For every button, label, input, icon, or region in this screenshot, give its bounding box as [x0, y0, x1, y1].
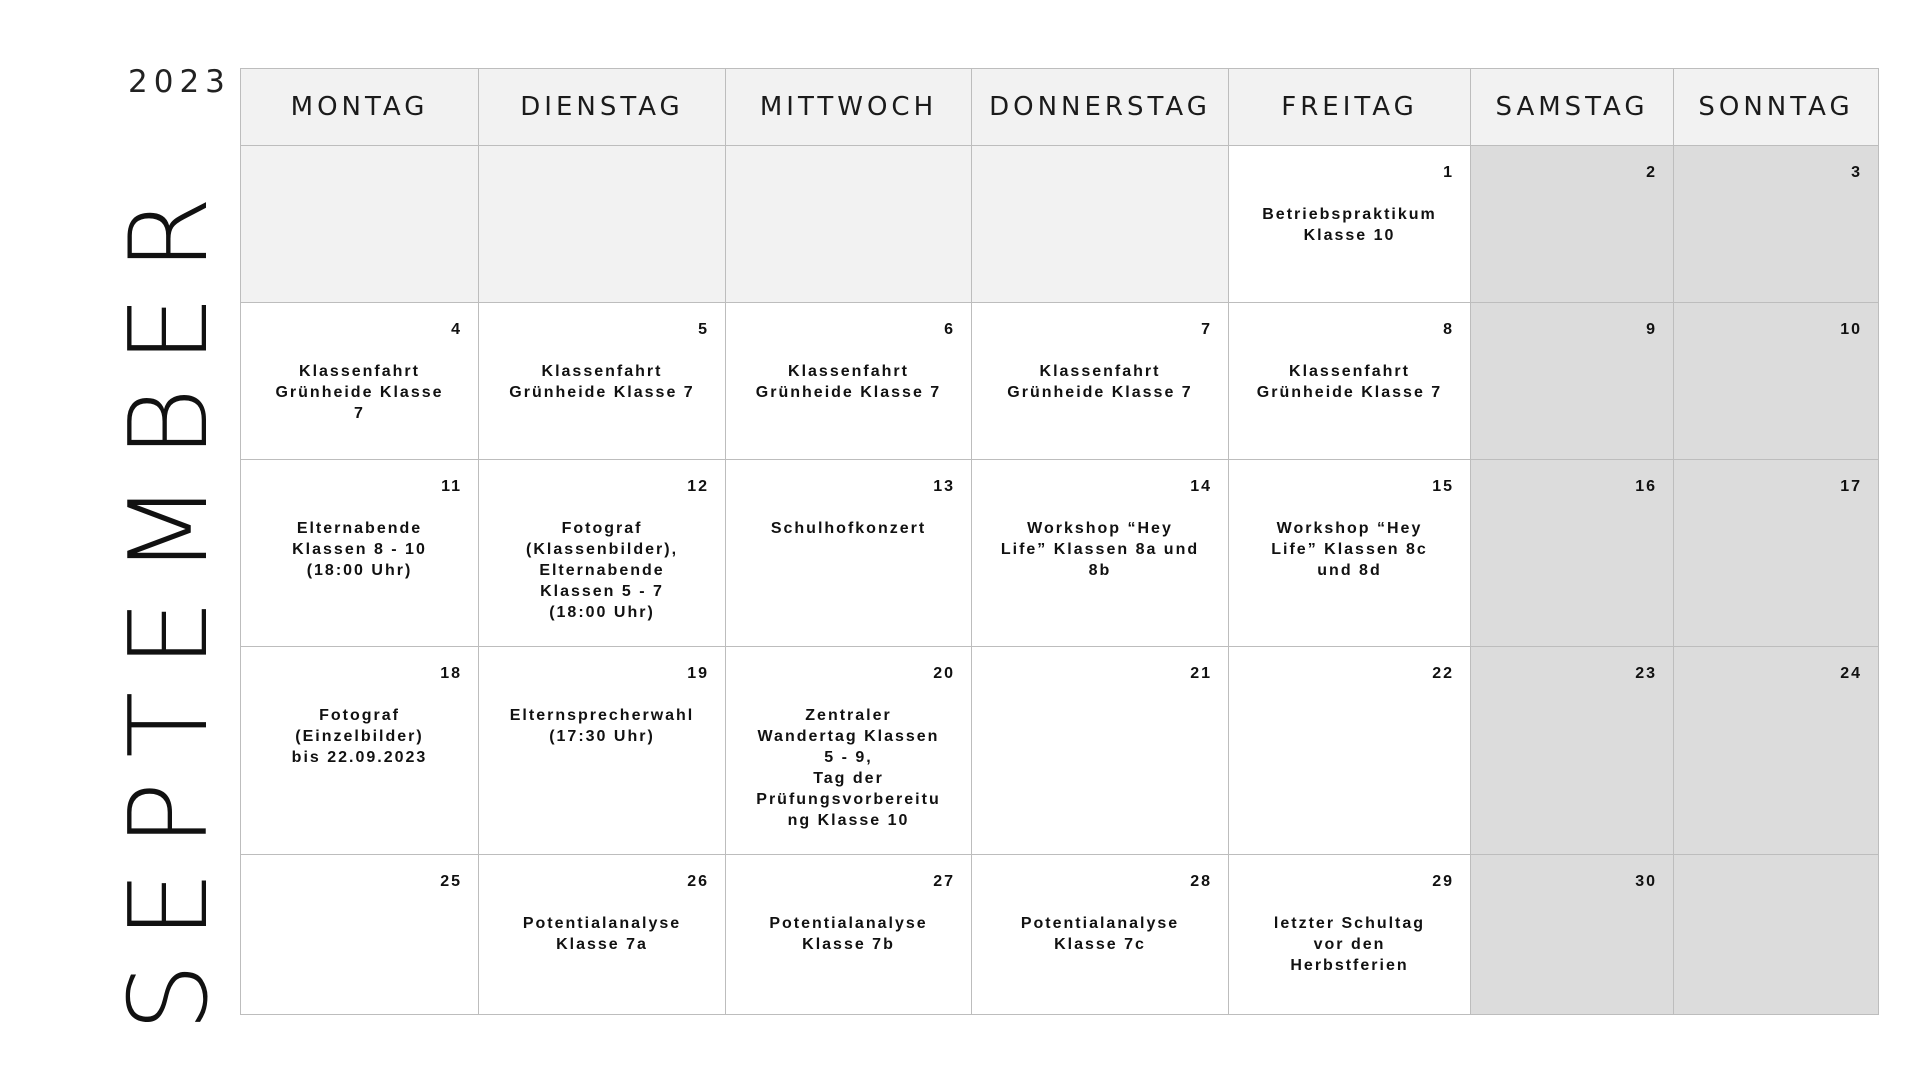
day-number: 13 — [933, 478, 955, 495]
day-number: 21 — [1190, 665, 1212, 682]
day-number: 2 — [1646, 164, 1657, 181]
day-number — [241, 146, 478, 184]
day-cell — [726, 146, 972, 303]
day-number: 15 — [1432, 478, 1454, 495]
event-text: Klassenfahrt Grünheide Klasse 7 — [755, 363, 942, 401]
event-text — [1674, 685, 1878, 705]
event-text — [1674, 893, 1878, 913]
day-number: 22 — [1432, 665, 1454, 682]
week-row — [241, 303, 1879, 460]
event-text: Betriebspraktikum Klasse 10 — [1262, 206, 1437, 244]
day-number: 8 — [1443, 321, 1454, 338]
day-cell — [241, 855, 479, 1015]
day-cell — [479, 146, 726, 303]
day-cell — [479, 460, 726, 647]
event-text — [1471, 184, 1673, 204]
day-number: 17 — [1840, 478, 1862, 495]
day-number: 27 — [933, 873, 955, 890]
day-number — [479, 146, 725, 184]
day-cell — [1674, 303, 1879, 460]
event-text — [1674, 498, 1878, 518]
event-text: Schulhofkonzert — [770, 520, 927, 537]
day-cell — [1674, 146, 1879, 303]
day-number: 16 — [1635, 478, 1657, 495]
day-number: 5 — [698, 321, 709, 338]
day-cell — [972, 303, 1229, 460]
weekday-header: FREITAG — [1229, 69, 1471, 146]
event-text: Potentialanalyse Klasse 7a — [522, 915, 682, 953]
event-text — [1674, 341, 1878, 361]
event-text — [726, 184, 971, 204]
day-cell — [1229, 460, 1471, 647]
day-number: 23 — [1635, 665, 1657, 682]
year-label: 2023 — [128, 64, 231, 100]
day-cell — [726, 460, 972, 647]
day-number: 28 — [1190, 873, 1212, 890]
day-number: 19 — [687, 665, 709, 682]
day-cell — [972, 647, 1229, 855]
event-text — [972, 184, 1228, 204]
event-text: Workshop “Hey Life” Klassen 8c und 8d — [1271, 520, 1428, 579]
event-text — [1471, 498, 1673, 518]
day-number: 7 — [1201, 321, 1212, 338]
day-cell — [479, 303, 726, 460]
day-number — [972, 146, 1228, 184]
event-text — [241, 893, 478, 913]
day-cell — [972, 460, 1229, 647]
month-label: SEPTEMBER — [107, 172, 232, 1032]
day-number: 24 — [1840, 665, 1862, 682]
day-cell — [726, 855, 972, 1015]
day-cell — [1471, 460, 1674, 647]
day-cell — [1229, 647, 1471, 855]
day-cell — [1229, 855, 1471, 1015]
day-cell — [241, 303, 479, 460]
day-number — [1674, 855, 1878, 893]
event-text — [1471, 341, 1673, 361]
day-number: 1 — [1443, 164, 1454, 181]
day-number: 29 — [1432, 873, 1454, 890]
calendar-grid — [240, 68, 1879, 1015]
day-number: 4 — [451, 321, 462, 338]
week-row — [241, 460, 1879, 647]
weekday-header: MITTWOCH — [726, 69, 972, 146]
day-number: 20 — [933, 665, 955, 682]
day-cell — [726, 647, 972, 855]
event-text: Fotograf (Klassenbilder), Elternabende Klassen 5 - 7 (18:00 Uhr) — [525, 520, 679, 621]
event-text — [1471, 685, 1673, 705]
day-number: 30 — [1635, 873, 1657, 890]
day-cell — [1674, 647, 1879, 855]
event-text: Klassenfahrt Grünheide Klasse 7 — [509, 363, 695, 401]
event-text: Fotograf (Einzelbilder) bis 22.09.2023 — [291, 707, 428, 766]
event-text — [972, 685, 1228, 705]
event-text — [1229, 685, 1470, 705]
event-text: Elternsprecherwahl (17:30 Uhr) — [509, 707, 695, 745]
event-text: Potentialanalyse Klasse 7c — [1020, 915, 1180, 953]
day-cell — [479, 855, 726, 1015]
event-text: Zentraler Wandertag Klassen 5 - 9, Tag der Prüfungsvorbereitu ng Klasse 10 — [756, 707, 941, 829]
event-text: Klassenfahrt Grünheide Klasse 7 — [1256, 363, 1443, 401]
event-text — [241, 184, 478, 204]
event-text: Elternabende Klassen 8 - 10 (18:00 Uhr) — [292, 520, 427, 579]
week-row — [241, 647, 1879, 855]
day-cell — [1471, 647, 1674, 855]
event-text: Klassenfahrt Grünheide Klasse 7 — [1007, 363, 1193, 401]
day-number: 11 — [441, 478, 462, 495]
day-number: 18 — [440, 665, 462, 682]
day-number: 26 — [687, 873, 709, 890]
day-number: 6 — [944, 321, 955, 338]
day-cell — [972, 855, 1229, 1015]
weekday-header: SAMSTAG — [1471, 69, 1674, 146]
day-cell — [972, 146, 1229, 303]
week-row — [241, 855, 1879, 1015]
day-cell — [479, 647, 726, 855]
day-cell — [1471, 303, 1674, 460]
day-cell — [1229, 303, 1471, 460]
event-text: Klassenfahrt Grünheide Klasse 7 — [275, 363, 444, 422]
weekday-header: DIENSTAG — [479, 69, 726, 146]
day-cell — [241, 647, 479, 855]
weekday-header: DONNERSTAG — [972, 69, 1229, 146]
day-number: 10 — [1840, 321, 1862, 338]
day-cell — [1674, 855, 1879, 1015]
day-cell — [241, 146, 479, 303]
day-number: 12 — [687, 478, 709, 495]
day-cell — [1229, 146, 1471, 303]
event-text — [1471, 893, 1673, 913]
event-text: Workshop “Hey Life” Klassen 8a und 8b — [1000, 520, 1200, 579]
day-cell — [1471, 146, 1674, 303]
week-row — [241, 146, 1879, 303]
event-text: letzter Schultag vor den Herbstferien — [1273, 915, 1426, 974]
weekday-header: SONNTAG — [1674, 69, 1879, 146]
event-text — [479, 184, 725, 204]
day-cell — [1674, 460, 1879, 647]
day-number — [726, 146, 971, 184]
event-text — [1674, 184, 1878, 204]
day-number: 14 — [1190, 478, 1212, 495]
weekday-header: MONTAG — [241, 69, 479, 146]
month-label-container — [107, 172, 232, 1032]
day-cell — [726, 303, 972, 460]
day-cell — [241, 460, 479, 647]
day-number: 3 — [1851, 164, 1862, 181]
event-text: Potentialanalyse Klasse 7b — [769, 915, 928, 953]
weekday-header-row — [241, 69, 1879, 146]
day-number: 25 — [440, 873, 462, 890]
day-number: 9 — [1646, 321, 1657, 338]
day-cell — [1471, 855, 1674, 1015]
